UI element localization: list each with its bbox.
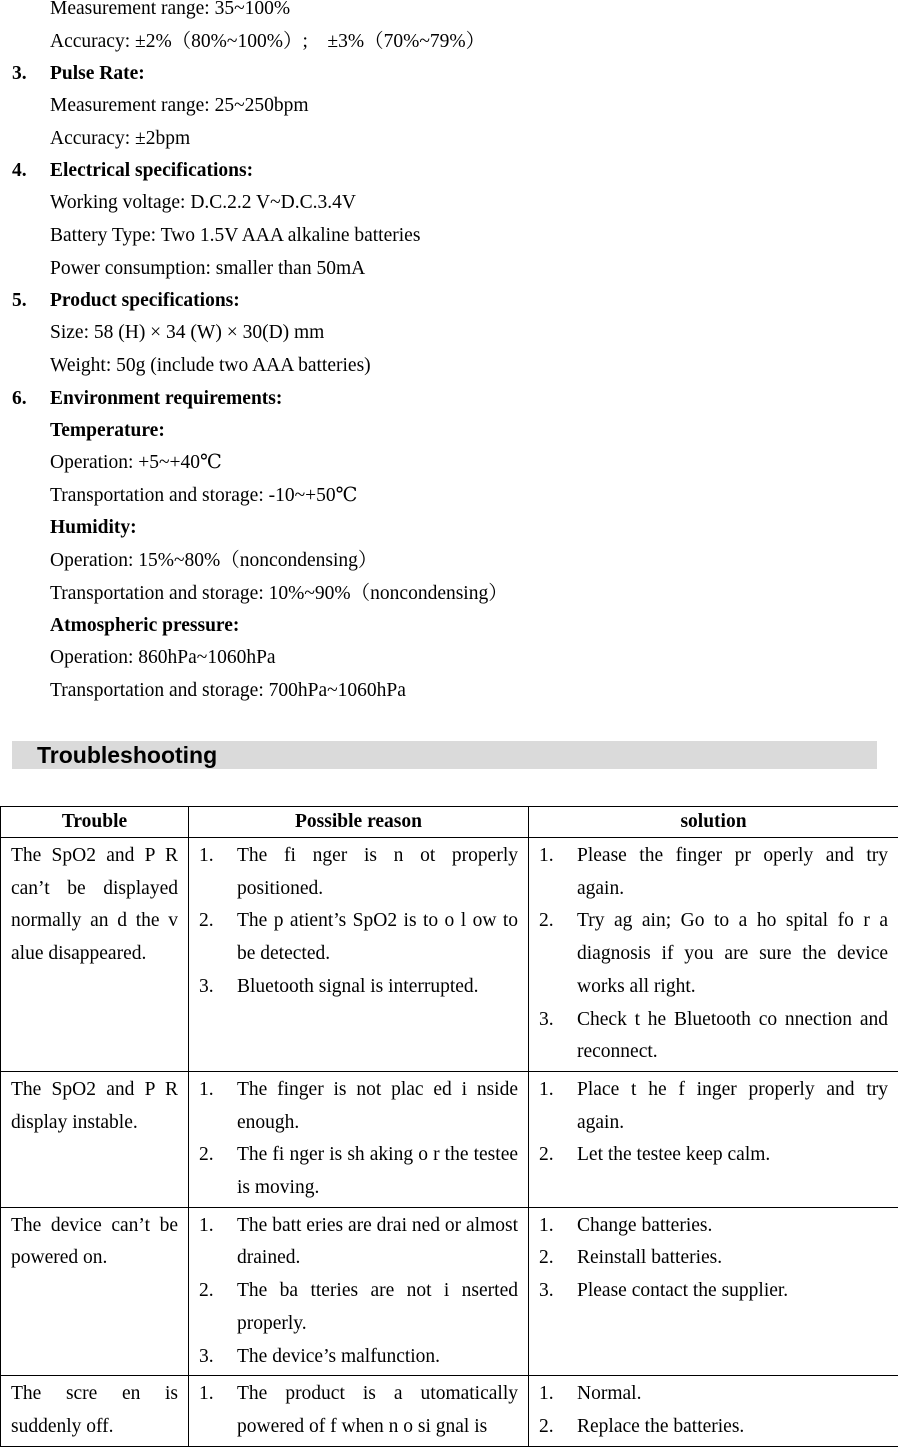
troubleshooting-banner bbox=[12, 741, 877, 769]
list-item: 3. Check t he Bluetooth co nnection and reconnect. bbox=[539, 1004, 888, 1069]
humidity-title: Humidity: bbox=[50, 516, 137, 540]
list-item: 2. Replace the batteries. bbox=[539, 1411, 888, 1444]
battery-type: Battery Type: Two 1.5V AAA alkaline batteries bbox=[50, 224, 420, 248]
pressure-title: Atmospheric pressure: bbox=[50, 614, 239, 638]
section-number: 5. bbox=[12, 289, 27, 313]
header-solution: solution bbox=[529, 807, 898, 838]
list-item: 1. Please the finger pr operly and try again. bbox=[539, 840, 888, 905]
list-item: 1. Change batteries. bbox=[539, 1210, 888, 1243]
temperature-operation: Operation: +5~+40℃ bbox=[50, 451, 222, 475]
section-number: 3. bbox=[12, 62, 27, 86]
list-item: 2. The p atient’s SpO2 is to o l ow to be detected. bbox=[199, 905, 518, 970]
humidity-operation: Operation: 15%~80%（noncondensing） bbox=[50, 549, 377, 573]
pulse-range: Measurement range: 25~250bpm bbox=[50, 94, 309, 118]
pressure-storage: Transportation and storage: 700hPa~1060hPa bbox=[50, 679, 406, 703]
reason-cell bbox=[189, 1207, 529, 1376]
list-item: 2. Reinstall batteries. bbox=[539, 1242, 888, 1275]
spo2-accuracy: Accuracy: ±2%（80%~100%）; ±3%（70%~79%） bbox=[50, 30, 485, 54]
list-item: 2. The ba tteries are not i nserted properly. bbox=[199, 1275, 518, 1340]
solution-cell bbox=[529, 1071, 898, 1207]
product-weight: Weight: 50g (include two AAA batteries) bbox=[50, 354, 371, 378]
reason-cell bbox=[189, 1071, 529, 1207]
spo2-range: Measurement range: 35~100% bbox=[50, 0, 290, 21]
pulse-accuracy: Accuracy: ±2bpm bbox=[50, 127, 190, 151]
trouble-cell: The device can’t be powered on. bbox=[1, 1207, 189, 1376]
list-item: 2. Let the testee keep calm. bbox=[539, 1139, 888, 1172]
section-title: Environment requirements: bbox=[50, 387, 282, 411]
table-row bbox=[1, 1207, 898, 1376]
troubleshooting-table bbox=[0, 806, 898, 1447]
product-size: Size: 58 (H) × 34 (W) × 30(D) mm bbox=[50, 321, 324, 345]
troubleshooting-title: Troubleshooting bbox=[37, 741, 217, 769]
power-consumption: Power consumption: smaller than 50mA bbox=[50, 257, 365, 281]
section-title: Product specifications: bbox=[50, 289, 240, 313]
list-item: 2. Try ag ain; Go to a ho spital fo r a diagnosis if you are sure the device works all right. bbox=[539, 905, 888, 1003]
reason-cell bbox=[189, 838, 529, 1072]
list-item: 3. Bluetooth signal is interrupted. bbox=[199, 971, 518, 1004]
solution-cell bbox=[529, 1376, 898, 1446]
list-item: 1. The product is a utomatically powered of f when n o si gnal is bbox=[199, 1378, 518, 1443]
table-row bbox=[1, 1376, 898, 1446]
trouble-cell: The scre en is suddenly off. bbox=[1, 1376, 189, 1446]
section-number: 6. bbox=[12, 387, 27, 411]
list-item: 1. Place t he f inger properly and try again. bbox=[539, 1074, 888, 1139]
section-title: Pulse Rate: bbox=[50, 62, 145, 86]
list-item: 1. The batt eries are drai ned or almost drained. bbox=[199, 1210, 518, 1275]
reason-cell bbox=[189, 1376, 529, 1446]
list-item: 1. The finger is not plac ed i nside enough. bbox=[199, 1074, 518, 1139]
temperature-title: Temperature: bbox=[50, 419, 165, 443]
table-row bbox=[1, 838, 898, 1072]
list-item: 2. The fi nger is sh aking o r the testee is moving. bbox=[199, 1139, 518, 1204]
pressure-operation: Operation: 860hPa~1060hPa bbox=[50, 646, 276, 670]
humidity-storage: Transportation and storage: 10%~90%（noncondensing） bbox=[50, 582, 508, 606]
section-title: Electrical specifications: bbox=[50, 159, 253, 183]
table-header-row bbox=[1, 807, 898, 838]
list-item: 3. The device’s malfunction. bbox=[199, 1341, 518, 1374]
trouble-cell: The SpO2 and P R can’t be displayed normally an d the v alue disappeared. bbox=[1, 838, 189, 1072]
temperature-storage: Transportation and storage: -10~+50℃ bbox=[50, 484, 357, 508]
header-possible-reason: Possible reason bbox=[189, 807, 529, 838]
list-item: 1. Normal. bbox=[539, 1378, 888, 1411]
table-row bbox=[1, 1071, 898, 1207]
list-item: 1. The fi nger is n ot properly positioned. bbox=[199, 840, 518, 905]
list-item: 3. Please contact the supplier. bbox=[539, 1275, 888, 1308]
section-number: 4. bbox=[12, 159, 27, 183]
header-trouble: Trouble bbox=[1, 807, 189, 838]
solution-cell bbox=[529, 1207, 898, 1376]
trouble-cell: The SpO2 and P R display instable. bbox=[1, 1071, 189, 1207]
solution-cell bbox=[529, 838, 898, 1072]
working-voltage: Working voltage: D.C.2.2 V~D.C.3.4V bbox=[50, 191, 356, 215]
